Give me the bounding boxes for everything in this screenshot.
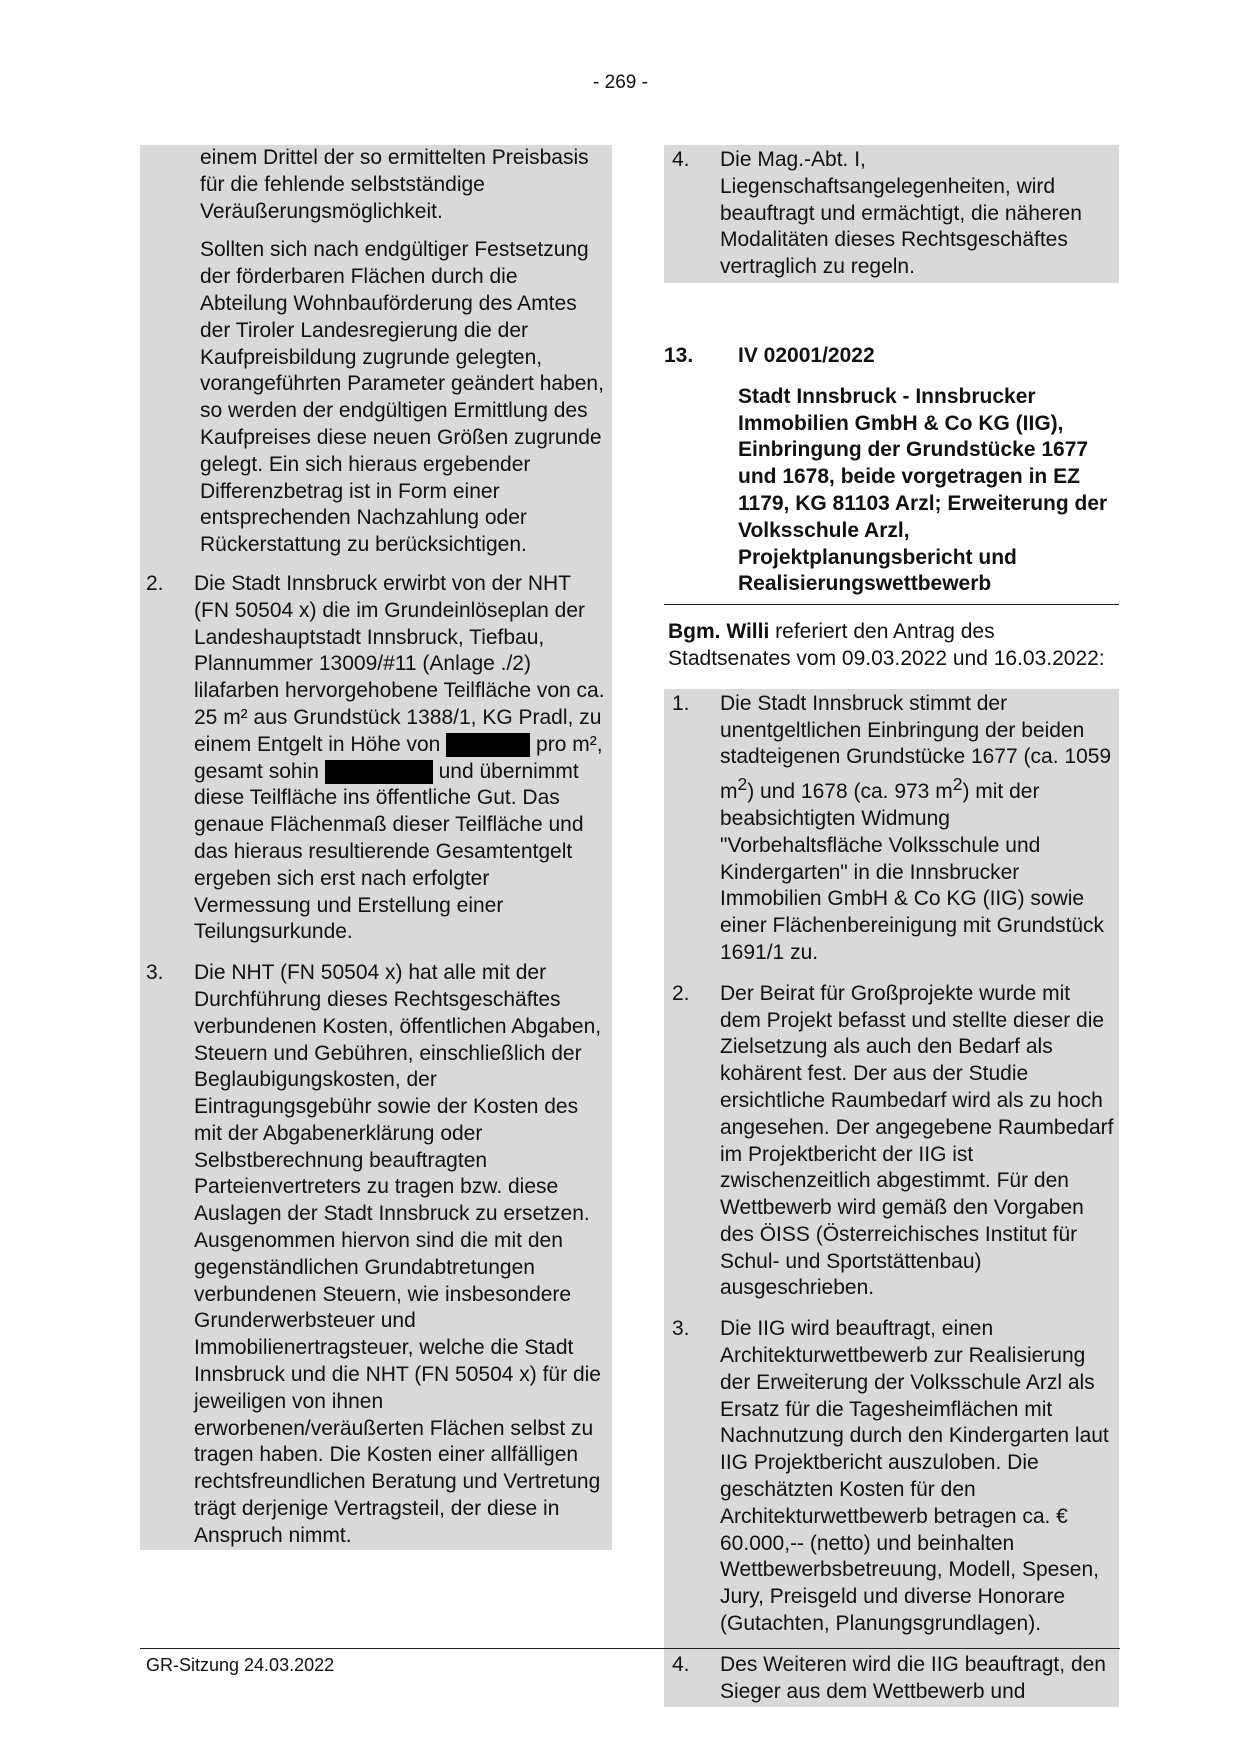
list-item-1 [672, 691, 1115, 967]
list-item-4 [672, 147, 1115, 281]
redaction-bar [325, 760, 433, 784]
speaker-name: Bgm. Willi [668, 620, 770, 644]
paragraph-price-basis: einem Drittel der so ermittelten Preisbasis für die fehlende selbstständige Veräußerungsmöglichkeit. [200, 146, 589, 223]
redaction-bar [446, 733, 530, 757]
item-number: 2. [146, 571, 164, 595]
intro-text: referiert den Antrag des Stadtsenates vom 09.03.2022 und 16.03.2022: [668, 620, 1105, 670]
page-number: - 269 - [593, 72, 648, 93]
paragraph-price-adjustment: Sollten sich nach endgültiger Festsetzung der förderbaren Flächen durch die Abteilung Wohnbauförderung des Amtes der Tiroler Landesregierung die der Kaufpreisbildung zugrunde gelegten, vorangeführten Parameter geändert haben, so werden der endgültigen Ermittlung des Kaufpreises diese neuen Größen zugrunde gelegt. Ein sich hieraus ergebender Differenzbetrag ist in Form einer entsprechenden Nachzahlung oder Rückerstattung zu berücksichtigen. [200, 238, 604, 557]
item-number: 1. [672, 691, 690, 715]
right-column [664, 145, 1119, 1707]
item-text-part: Die Stadt Innsbruck erwirbt von der NHT (FN 50504 x) die im Grundeinlöseplan der Landeshauptstadt Innsbruck, Tiefbau, Plannummer 13009/#11 (Anlage ./2) lilafarben hervorgehobene Teilfläche von ca. 25 m² aus Grundstück 1388/1, KG Pradl, zu einem Entgelt in Höhe von [194, 571, 605, 756]
item-text [194, 571, 608, 946]
item-text: Der Beirat für Großprojekte wurde mit dem Projekt befasst und stellte dieser die Zielsetzung als auch den Bedarf als kohärent fest. Der aus der Studie ersichtliche Raumbedarf wird als zu hoch angesehen. Der angegebene Raumbedarf im Projektbericht der IIG ist zwischenzeitlich abgestimmt. Für den Wettbewerb wird gemäß den Vorgaben des ÖISS (Österreichisches Institut für Schul- und Sportstättenbau) ausgeschrieben. [720, 981, 1114, 1300]
item-text-part: und übernimmt diese Teilfläche ins öffentliche Gut. Das genaue Flächenmaß dieser Teilfläche und das hieraus resultierende Gesamtentgelt ergeben sich erst nach erfolgter Vermessung und Erstellung einer Teilungsurkunde. [194, 759, 584, 944]
list-item-4 [672, 1652, 1115, 1706]
agenda-heading-body [738, 343, 1119, 598]
list-item-2 [672, 981, 1115, 1303]
footer-divider [140, 1648, 1120, 1649]
heading-divider [664, 604, 1119, 605]
item-number: 3. [672, 1317, 690, 1341]
superscript: 2 [952, 774, 963, 795]
left-column [140, 145, 612, 1550]
item-text: Des Weiteren wird die IIG beauftragt, den Sieger aus dem Wettbewerb und [720, 1652, 1106, 1703]
agenda-code: IV 02001/2022 [738, 343, 875, 367]
item-text: Die IIG wird beauftragt, einen Architekturwettbewerb zur Realisierung der Erweiterung der Volksschule Arzl als Ersatz für die Tagesheimflächen mit Nachnutzung durch den Kindergarten laut IIG Projektbericht auszuloben. Die geschätzten Kosten für den Architekturwettbewerb betragen ca. € 60.000,-- (netto) und beinhalten Wettbewerbsbetreuung, Modell, Spesen, Jury, Preisgeld und diverse Honorare (Gutachten, Planungsgrundlagen). [720, 1317, 1109, 1636]
agenda-title: Stadt Innsbruck - Innsbrucker Immobilien GmbH & Co KG (IIG), Einbringung der Grundstücke 1677 und 1678, beide vorgetragen in EZ 1179, KG 81103 Arzl; Erweiterung der Volksschule Arzl, Projektplanungsbericht und Realisierungswettbewerb [738, 384, 1108, 596]
agenda-number: 13. [664, 343, 694, 367]
agenda-heading [664, 343, 1119, 598]
item-text: Die Mag.-Abt. I, Liegenschaftsangelegenheiten, wird beauftragt und ermächtigt, die näheren Modalitäten dieses Rechtsgeschäftes vertraglich zu regeln. [720, 148, 1082, 279]
item-4-block [664, 145, 1119, 283]
item-text: Die NHT (FN 50504 x) hat alle mit der Durchführung dieses Rechtsgeschäftes verbundenen Kosten, öffentlichen Abgaben, Steuern und Gebühren, einschließlich der Beglaubigungskosten, der Eintragungsgebühr sowie der Kosten des mit der Abgabenerklärung oder Selbstberechnung beauftragten Parteienvertreters zu tragen bzw. diese Auslagen der Stadt Innsbruck zu ersetzen. Ausgenommen hiervon sind die mit den gegenständlichen Grundabtretungen verbundenen Steuern, wie insbesondere Grunderwerbsteuer und Immobilienertragsteuer, welche die Stadt Innsbruck und die NHT (FN 50504 x) für die jeweiligen von ihnen erworbenen/veräußerten Flächen selbst zu tragen haben. Die Kosten einer allfälligen rechtsfreundlichen Beratung und Vertretung trägt derjenige Vertragsteil, der diese in Anspruch nimmt. [194, 961, 602, 1547]
list-item-2 [146, 571, 608, 946]
superscript: 2 [737, 774, 748, 795]
item-text-part: pro m², gesamt sohin [194, 732, 603, 783]
intro-paragraph [668, 619, 1119, 673]
item-number: 2. [672, 981, 690, 1005]
item-text-part: Die Stadt Innsbruck stimmt der unentgeltlichen Einbringung der beiden stadteigenen Grundstücke 1677 (ca. 1059 m [720, 691, 1112, 804]
item-number: 4. [672, 1652, 690, 1676]
item-number: 3. [146, 961, 164, 985]
item-text [720, 691, 1115, 967]
list-item-3 [672, 1316, 1115, 1638]
footer-session-date: GR-Sitzung 24.03.2022 [146, 1655, 335, 1675]
item-text-part: ) mit der beabsichtigten Widmung "Vorbehaltsfläche Volksschule und Kindergarten" in die Innsbrucker Immobilien GmbH & Co KG (IIG) sowie einer Flächenbereinigung mit Grundstück 1691/1 zu. [720, 780, 1105, 964]
item-text-part: ) und 1678 (ca. 973 m [747, 780, 953, 804]
item-number: 4. [672, 148, 690, 171]
list-item-3 [146, 960, 608, 1550]
motion-items-block [664, 689, 1119, 1708]
